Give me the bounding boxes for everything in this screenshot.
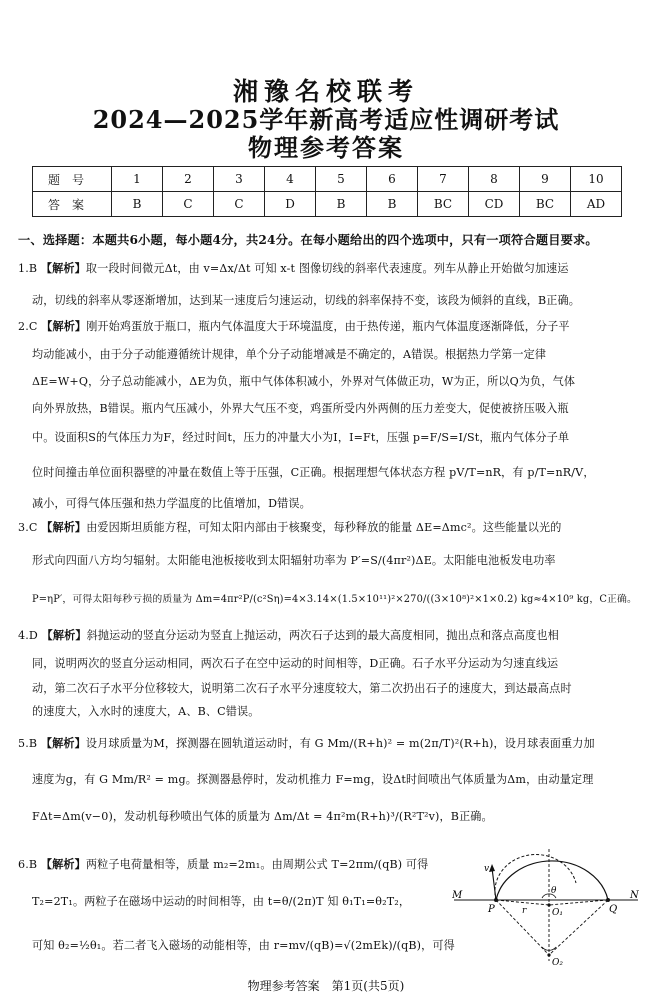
- label-q: Q: [609, 904, 618, 915]
- q-number: 5: [316, 167, 367, 192]
- label-o1: O₁: [552, 908, 563, 918]
- q-answer: B: [316, 192, 367, 217]
- answer-table-answer-row: [33, 192, 622, 217]
- analysis-tag: 【解析】: [41, 629, 87, 642]
- solution-line: 中。设面积S的气体压力为F，经过时间t，压力的冲量大小为I，I=Ft，压强 p=F/S=I/St，瓶内气体分子单: [32, 431, 570, 444]
- row-label-q: 题号: [33, 167, 112, 192]
- solution-line: 动，切线的斜率从零逐渐增加，达到某一速度后匀速运动，切线的斜率保持不变，该段为倾斜的直线，B正确。: [32, 294, 581, 307]
- radius-q-o1: [549, 900, 608, 905]
- solution-line: 4.D 【解析】斜抛运动的竖直分运动为竖直上抛运动，两次石子达到的最大高度相同，抛出点和落点高度也相: [18, 629, 559, 642]
- point-o1: [547, 903, 550, 906]
- solution-line: 1.B 【解析】取一段时间微元Δt，由 v=Δx/Δt 可知 x-t 图像切线的斜率代表速度。列车从静止开始做匀加速运: [18, 262, 569, 275]
- row-label-a: 答案: [33, 192, 112, 217]
- solution-line: 同，说明两次的竖直分运动相同，两次石子在空中运动的时间相等，D正确。石子水平分运动为匀速直线运: [32, 657, 559, 670]
- point-o2: [547, 953, 550, 956]
- magnetic-field-diagram: [452, 843, 642, 968]
- answer-table: [32, 166, 622, 217]
- velocity-arrowhead-icon: [489, 864, 495, 872]
- q-answer: C: [214, 192, 265, 217]
- solution-line: P=ηP′，可得太阳每秒亏损的质量为 Δm=4πr²P/(c²Sη)=4×3.14×(1.5×10¹¹)²×270/((3×10⁸)²×1×0.2) kg≈4×10⁹ kg，C正确。: [32, 594, 638, 605]
- header-line1: 湘豫名校联考: [232, 77, 419, 106]
- q-number: 1: [112, 167, 163, 192]
- label-v: v: [484, 864, 490, 874]
- q-answer: AD: [571, 192, 622, 217]
- solution-line: 形式向四面八方均匀辐射。太阳能电池板接收到太阳辐射功率为 P′=S/(4πr²)ΔE。太阳能电池板发电功率: [32, 554, 556, 567]
- q-number: 4: [265, 167, 316, 192]
- label-theta: θ: [551, 886, 557, 896]
- solution-line: FΔt=Δm(v−0)，发动机每秒喷出气体的质量为 Δm/Δt = 4π²m(R+h)³/(R²T²v)，B正确。: [32, 810, 493, 823]
- analysis-tag: 【解析】: [40, 262, 86, 275]
- solution-line: 动，第二次石子水平分位移较大，说明第二次石子水平分速度较大，第二次扔出石子的速度大，到达最高点时: [32, 682, 572, 695]
- solution-line: 的速度大，入水时的速度大，A、B、C错误。: [32, 705, 260, 718]
- point-p: [494, 898, 498, 902]
- solution-line: 6.B 【解析】两粒子电荷量相等，质量 m₂=2m₁。由周期公式 T=2πm/(qB) 可得: [18, 858, 429, 871]
- solution-line: 速度为g，有 G Mm/R² = mg。探测器悬停时，发动机推力 F=mg，设Δt时间喷出气体质量为Δm，由动量定理: [32, 773, 594, 786]
- label-p: P: [488, 904, 495, 915]
- q-number: 6: [367, 167, 418, 192]
- q-answer: B: [112, 192, 163, 217]
- q-number: 7: [418, 167, 469, 192]
- point-q: [606, 898, 610, 902]
- q-answer: CD: [469, 192, 520, 217]
- radius-p-o1: [496, 900, 549, 905]
- analysis-tag: 【解析】: [41, 521, 87, 534]
- label-m: M: [452, 890, 463, 901]
- q-number: 2: [163, 167, 214, 192]
- solution-line: 3.C 【解析】由爱因斯坦质能方程，可知太阳内部由于核聚变，每秒释放的能量 ΔE=Δmc²。这些能量以光的: [18, 521, 562, 534]
- solution-line: 2.C 【解析】刚开始鸡蛋放于瓶口，瓶内气体温度大于环境温度，由于热传递，瓶内气体温度逐渐降低，分子平: [18, 320, 570, 333]
- q-answer: BC: [520, 192, 571, 217]
- q-number: 3: [214, 167, 265, 192]
- solution-line: 5.B 【解析】设月球质量为M，探测器在圆轨道运动时，有 G Mm/(R+h)² = m(2π/T)²(R+h)，设月球表面重力加: [18, 737, 595, 750]
- header-line2: 2024—2025学年新高考适应性调研考试: [92, 105, 560, 134]
- solution-line: 位时间撞击单位面积器壁的冲量在数值上等于压强，C正确。根据理想气体状态方程 pV/T=nR，有 p/T=nR/V，: [32, 466, 595, 479]
- analysis-tag: 【解析】: [40, 737, 86, 750]
- solution-line: T₂=2T₁。两粒子在磁场中运动的时间相等，由 t=θ/(2π)T 知 θ₁T₁=θ₂T₂，: [32, 895, 411, 908]
- section-heading: 一、选择题：本题共6小题，每小题4分，共24分。在每小题给出的四个选项中，只有一项符合题目要求。: [18, 233, 598, 247]
- solution-line: 减小，可得气体压强和热力学温度的比值增加，D错误。: [32, 497, 311, 510]
- solution-line: ΔE=W+Q，分子总动能减小，ΔE为负，瓶中气体体积减小，外界对气体做正功，W为正，所以Q为负，气体: [32, 375, 576, 388]
- q-answer: D: [265, 192, 316, 217]
- q-answer: C: [163, 192, 214, 217]
- analysis-tag: 【解析】: [40, 858, 86, 871]
- analysis-tag: 【解析】: [41, 320, 87, 333]
- q-number: 10: [571, 167, 622, 192]
- answer-table-number-row: [33, 167, 622, 192]
- q-answer: BC: [418, 192, 469, 217]
- label-r: r: [522, 906, 527, 916]
- page-footer: 物理参考答案 第1页(共5页): [247, 979, 405, 993]
- solution-line: 均动能减小，由于分子动能遵循统计规律，单个分子动能增减是不确定的，A错误。根据热力学第一定律: [32, 348, 547, 361]
- label-o2: O₂: [552, 958, 563, 968]
- header-line3: 物理参考答案: [248, 133, 404, 162]
- q-answer: B: [367, 192, 418, 217]
- label-n: N: [630, 890, 639, 901]
- q-number: 8: [469, 167, 520, 192]
- solution-line: 可知 θ₂=½θ₁。若二者飞入磁场的动能相等，由 r=mv/(qB)=√(2mEk)/(qB)，可得: [32, 939, 455, 952]
- q-number: 9: [520, 167, 571, 192]
- solution-line: 向外界放热，B错误。瓶内气压减小，外界大气压不变，鸡蛋所受内外两侧的压力差变大，促使被挤压吸入瓶: [32, 402, 569, 415]
